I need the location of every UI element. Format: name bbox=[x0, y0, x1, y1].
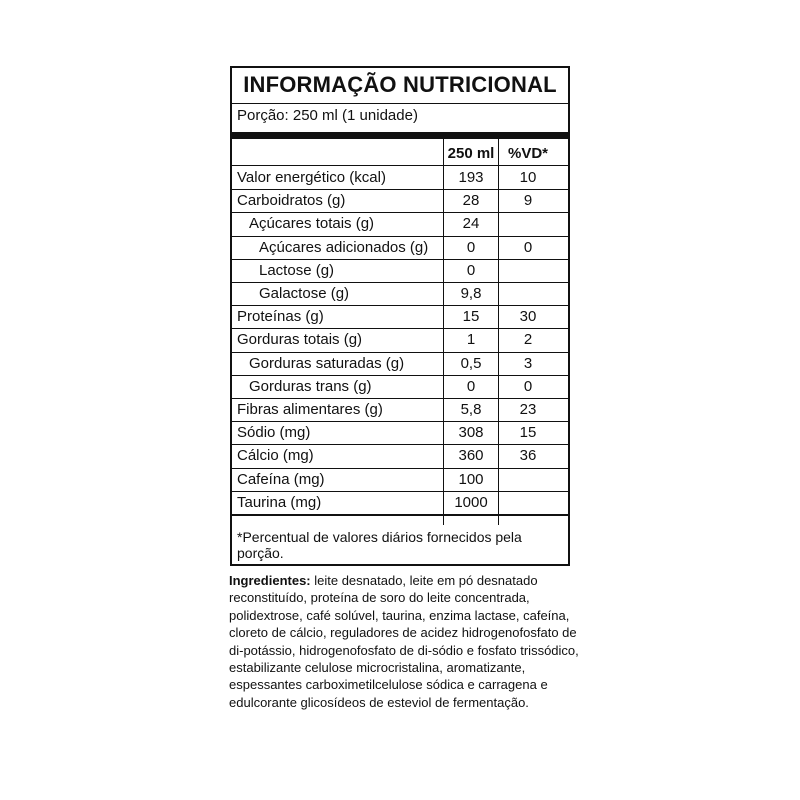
row-divider bbox=[232, 236, 568, 237]
row-divider bbox=[232, 491, 568, 492]
nutrient-label: Fibras alimentares (g) bbox=[237, 401, 383, 418]
row-divider bbox=[232, 328, 568, 329]
nutrient-label: Gorduras totais (g) bbox=[237, 331, 363, 349]
nutrient-amount: 0 bbox=[466, 377, 476, 395]
row-divider bbox=[232, 421, 568, 422]
ingredients-label: Ingredientes: bbox=[229, 573, 311, 588]
nutrient-amount: 9,8 bbox=[460, 285, 482, 302]
row-divider bbox=[232, 398, 568, 399]
nutrient-amount: 100 bbox=[458, 470, 484, 488]
nutrient-label: Carboidratos (g) bbox=[237, 192, 346, 210]
nutrient-label: Sódio (mg) bbox=[237, 424, 311, 442]
nutrient-amount: 0,5 bbox=[460, 354, 482, 372]
row-divider bbox=[232, 189, 568, 190]
row-divider bbox=[232, 514, 568, 516]
nutrient-amount: 0 bbox=[466, 261, 476, 279]
nutrient-label: Proteínas (g) bbox=[237, 308, 324, 326]
nutrient-dv: 36 bbox=[519, 447, 537, 465]
nutrient-label: Lactose (g) bbox=[259, 261, 335, 279]
nutrient-dv: 23 bbox=[519, 401, 537, 418]
column-header-amount: 250 ml bbox=[447, 145, 495, 162]
nutrient-label: Gorduras saturadas (g) bbox=[249, 354, 405, 372]
ingredients-text bbox=[229, 572, 579, 711]
nutrient-amount: 1 bbox=[466, 331, 476, 349]
nutrient-label: Açúcares totais (g) bbox=[249, 215, 375, 233]
nutrient-amount: 360 bbox=[458, 447, 484, 465]
nutrition-facts-panel bbox=[230, 66, 570, 566]
nutrient-amount: 24 bbox=[462, 215, 480, 233]
nutrient-dv: 30 bbox=[519, 308, 537, 326]
nutrient-dv: 3 bbox=[523, 354, 533, 372]
nutrient-label: Açúcares adicionados (g) bbox=[259, 238, 429, 256]
row-divider bbox=[232, 444, 568, 445]
nutrient-amount: 308 bbox=[458, 424, 484, 442]
row-divider bbox=[232, 468, 568, 469]
nutrient-amount: 1000 bbox=[454, 493, 488, 511]
row-divider bbox=[232, 352, 568, 353]
nutrient-dv: 0 bbox=[523, 377, 533, 395]
title-divider bbox=[232, 103, 568, 104]
nutrient-amount: 193 bbox=[458, 169, 484, 186]
column-header-dv: %VD* bbox=[507, 145, 548, 162]
panel-title: INFORMAÇÃO NUTRICIONAL bbox=[243, 72, 557, 97]
nutrient-label: Cafeína (mg) bbox=[237, 470, 325, 488]
nutrient-dv: 9 bbox=[523, 192, 533, 210]
nutrient-dv: 10 bbox=[519, 169, 537, 186]
nutrient-label: Cálcio (mg) bbox=[237, 447, 314, 465]
nutrient-dv: 2 bbox=[523, 331, 533, 349]
portion-size: Porção: 250 ml (1 unidade) bbox=[237, 107, 418, 124]
nutrient-label: Valor energético (kcal) bbox=[237, 169, 386, 186]
row-divider bbox=[232, 305, 568, 306]
nutrient-label: Taurina (mg) bbox=[237, 493, 322, 511]
nutrient-dv: 15 bbox=[519, 424, 537, 442]
nutrient-amount: 28 bbox=[462, 192, 480, 210]
row-divider bbox=[232, 375, 568, 376]
nutrient-label: Gorduras trans (g) bbox=[249, 377, 372, 395]
nutrient-amount: 0 bbox=[466, 238, 476, 256]
row-divider bbox=[232, 259, 568, 260]
nutrient-amount: 15 bbox=[462, 308, 480, 326]
ingredients-list: leite desnatado, leite em pó desnatado reconstituído, proteína de soro do leite concentrada, polidextrose, café solúvel, taurina, enzima lactase, cafeína, cloreto de cálcio, reguladores de acidez hidrogenofosfato de di-potássio, hidrogenofosfato de di-sódio e fosfato trissódico, estabilizante celulose microcristalina, aromatizante, espessantes carboximetilcelulose sódica e carragena e edulcorante glicosídeos de esteviol de fermentação. bbox=[229, 573, 579, 710]
row-divider bbox=[232, 282, 568, 283]
row-divider bbox=[232, 165, 568, 166]
row-divider bbox=[232, 212, 568, 213]
footnote: *Percentual de valores diários fornecidos pela porção. bbox=[237, 529, 522, 561]
nutrient-dv: 0 bbox=[523, 238, 533, 256]
nutrient-amount: 5,8 bbox=[460, 401, 482, 418]
thick-divider bbox=[232, 132, 568, 139]
nutrient-label: Galactose (g) bbox=[259, 285, 350, 302]
